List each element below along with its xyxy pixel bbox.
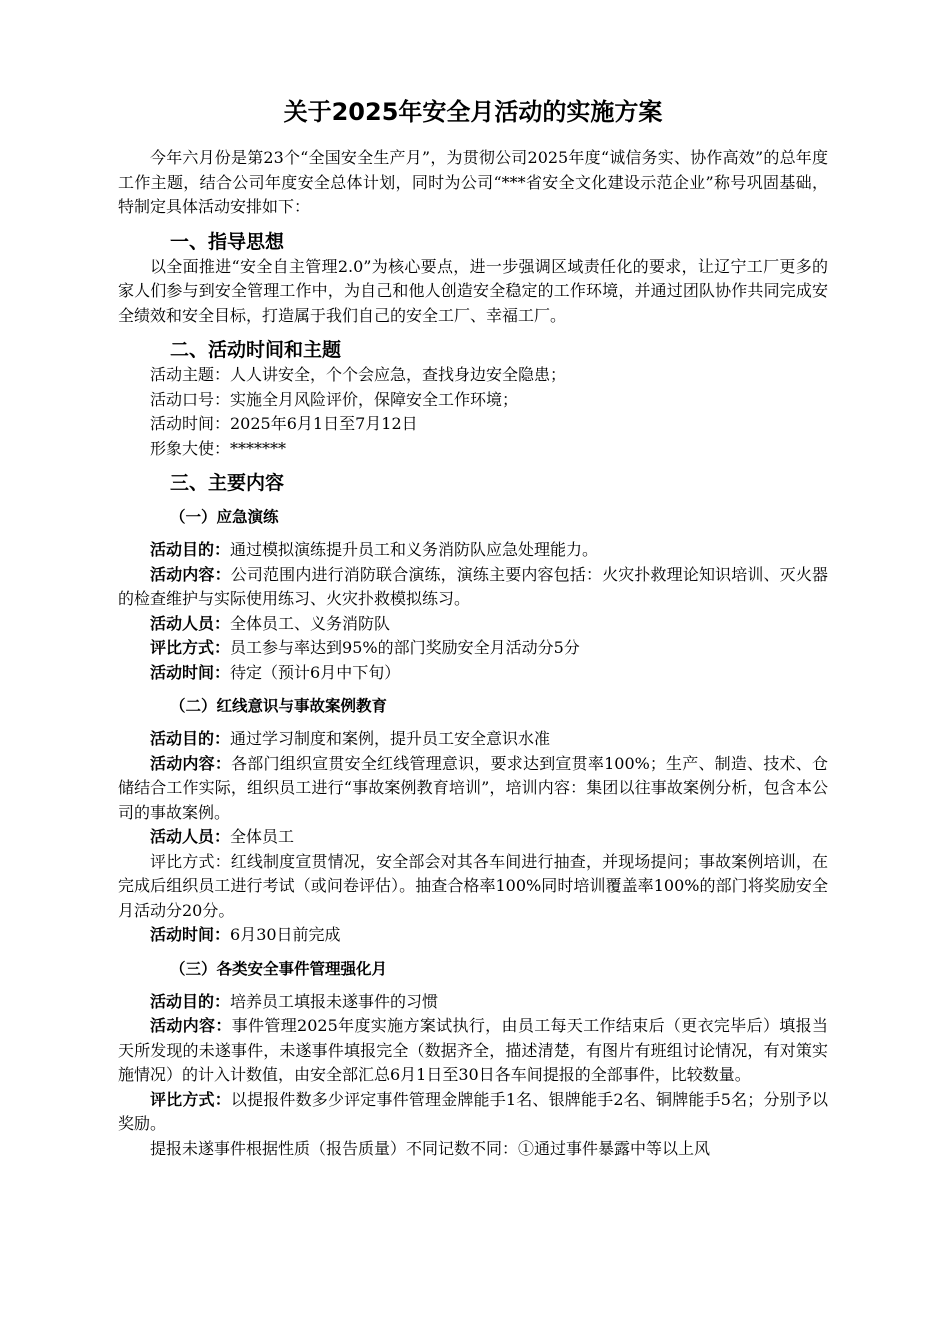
subsection-heading-redline-education: （二）红线意识与事故案例教育 bbox=[170, 697, 388, 715]
drill-purpose bbox=[118, 538, 828, 563]
evaluation-text: 员工参与率达到95%的部门奖励安全月活动分5分 bbox=[230, 638, 580, 657]
time-text: 待定（预计6月中下旬） bbox=[230, 662, 401, 682]
content-text: 事件管理2025年度实施方案试执行，由员工每天工作结束后（更衣完毕后）填报当天所发现的未遂事件，未遂事件填报完全（数据齐全，描述清楚，有图片有班组讨论情况，有对策实施情况）的计入计数值，由安全部汇总6月1日至30日各车间提报的全部事件，比较数量。 bbox=[118, 1016, 828, 1084]
people-text: 全体员工、义务消防队 bbox=[230, 613, 391, 633]
people-label: 活动人员： bbox=[150, 827, 231, 846]
purpose-text: 通过模拟演练提升员工和义务消防队应急处理能力。 bbox=[230, 540, 599, 559]
people-label: 活动人员： bbox=[150, 613, 231, 633]
section-heading-guiding-idea: 一、指导思想 bbox=[170, 230, 285, 253]
content-text: 各部门组织宣贯安全红线管理意识，要求达到宣贯率100%；生产、制造、技术、仓储结合工作实际，组织员工进行“事故案例教育培训”，培训内容：集团以往事故案例分析，包含本公司的事故案例。 bbox=[118, 753, 828, 822]
content-label: 活动内容： bbox=[150, 1016, 232, 1035]
time-text: 6月30日前完成 bbox=[230, 925, 341, 944]
evaluation-text: 以提报件数多少评定事件管理金牌能手1名、银牌能手2名、铜牌能手5名；分别予以奖励。 bbox=[118, 1089, 828, 1133]
people-text: 全体员工 bbox=[230, 827, 295, 846]
purpose-text: 培养员工填报未遂事件的习惯 bbox=[230, 991, 439, 1011]
drill-time bbox=[118, 661, 828, 686]
redline-time bbox=[118, 923, 828, 948]
redline-evaluation: 评比方式：红线制度宣贯情况，安全部会对其各车间进行抽查，并现场提问；事故案例培训，在完成后组织员工进行考试（或问卷评估）。抽查合格率100%同时培训覆盖率100%的部门将奖励安全月活动分20分。 bbox=[118, 851, 828, 920]
document-title: 关于2025年安全月活动的实施方案 bbox=[283, 98, 663, 126]
subsection-heading-emergency-drill: （一）应急演练 bbox=[170, 508, 279, 526]
theme-line: 活动主题：人人讲安全，个个会应急，查找身边安全隐患； bbox=[150, 365, 567, 384]
time-label: 活动时间： bbox=[150, 662, 231, 682]
redline-content bbox=[118, 752, 828, 826]
section-heading-time-theme: 二、活动时间和主题 bbox=[170, 339, 342, 361]
purpose-label: 活动目的： bbox=[150, 991, 231, 1011]
purpose-label: 活动目的： bbox=[150, 540, 231, 559]
event-content bbox=[118, 1014, 828, 1088]
event-evaluation bbox=[118, 1088, 828, 1137]
redline-people bbox=[118, 825, 828, 850]
time-label: 活动时间： bbox=[150, 925, 231, 944]
document-page bbox=[118, 92, 828, 1161]
drill-evaluation bbox=[118, 636, 828, 661]
drill-people bbox=[118, 612, 828, 637]
evaluation-label: 评比方式： bbox=[150, 638, 231, 657]
purpose-text: 通过学习制度和案例，提升员工安全意识水准 bbox=[230, 729, 551, 748]
event-purpose bbox=[118, 990, 828, 1015]
event-note: 提报未遂事件根据性质（报告质量）不同记数不同：①通过事件暴露中等以上风 bbox=[150, 1138, 711, 1158]
subsection-heading-safety-event-management: （三）各类安全事件管理强化月 bbox=[170, 959, 388, 978]
evaluation-label: 评比方式： bbox=[150, 1089, 231, 1109]
intro-paragraph: 今年六月份是第23个“全国安全生产月”，为贯彻公司2025年度“诚信务实、协作高效”的总年度工作主题，结合公司年度安全总体计划，同时为公司“***省安全文化建设示范企业”称号巩固基础，特制定具体活动安排如下： bbox=[118, 148, 828, 216]
ambassador-line: 形象大使：******* bbox=[150, 438, 287, 458]
drill-content bbox=[118, 563, 828, 612]
section-heading-main-content: 三、主要内容 bbox=[170, 472, 285, 494]
redline-purpose bbox=[118, 727, 828, 752]
activity-time-line: 活动时间：2025年6月1日至7月12日 bbox=[150, 414, 418, 433]
purpose-label: 活动目的： bbox=[150, 729, 231, 748]
slogan-line: 活动口号：实施全月风险评价，保障安全工作环境； bbox=[150, 389, 519, 409]
guiding-idea-paragraph: 以全面推进“安全自主管理2.0”为核心要点，进一步强调区域责任化的要求，让辽宁工厂更多的家人们参与到安全管理工作中，为自己和他人创造安全稳定的工作环境，并通过团队协作共同完成安全绩效和安全目标，打造属于我们自己的安全工厂、幸福工厂。 bbox=[118, 256, 828, 325]
content-label: 活动内容： bbox=[150, 753, 232, 773]
content-label: 活动内容： bbox=[150, 564, 231, 584]
content-text: 公司范围内进行消防联合演练，演练主要内容包括：火灾扑救理论知识培训、灭火器的检查维护与实际使用练习、火灾扑救模拟练习。 bbox=[118, 564, 828, 608]
